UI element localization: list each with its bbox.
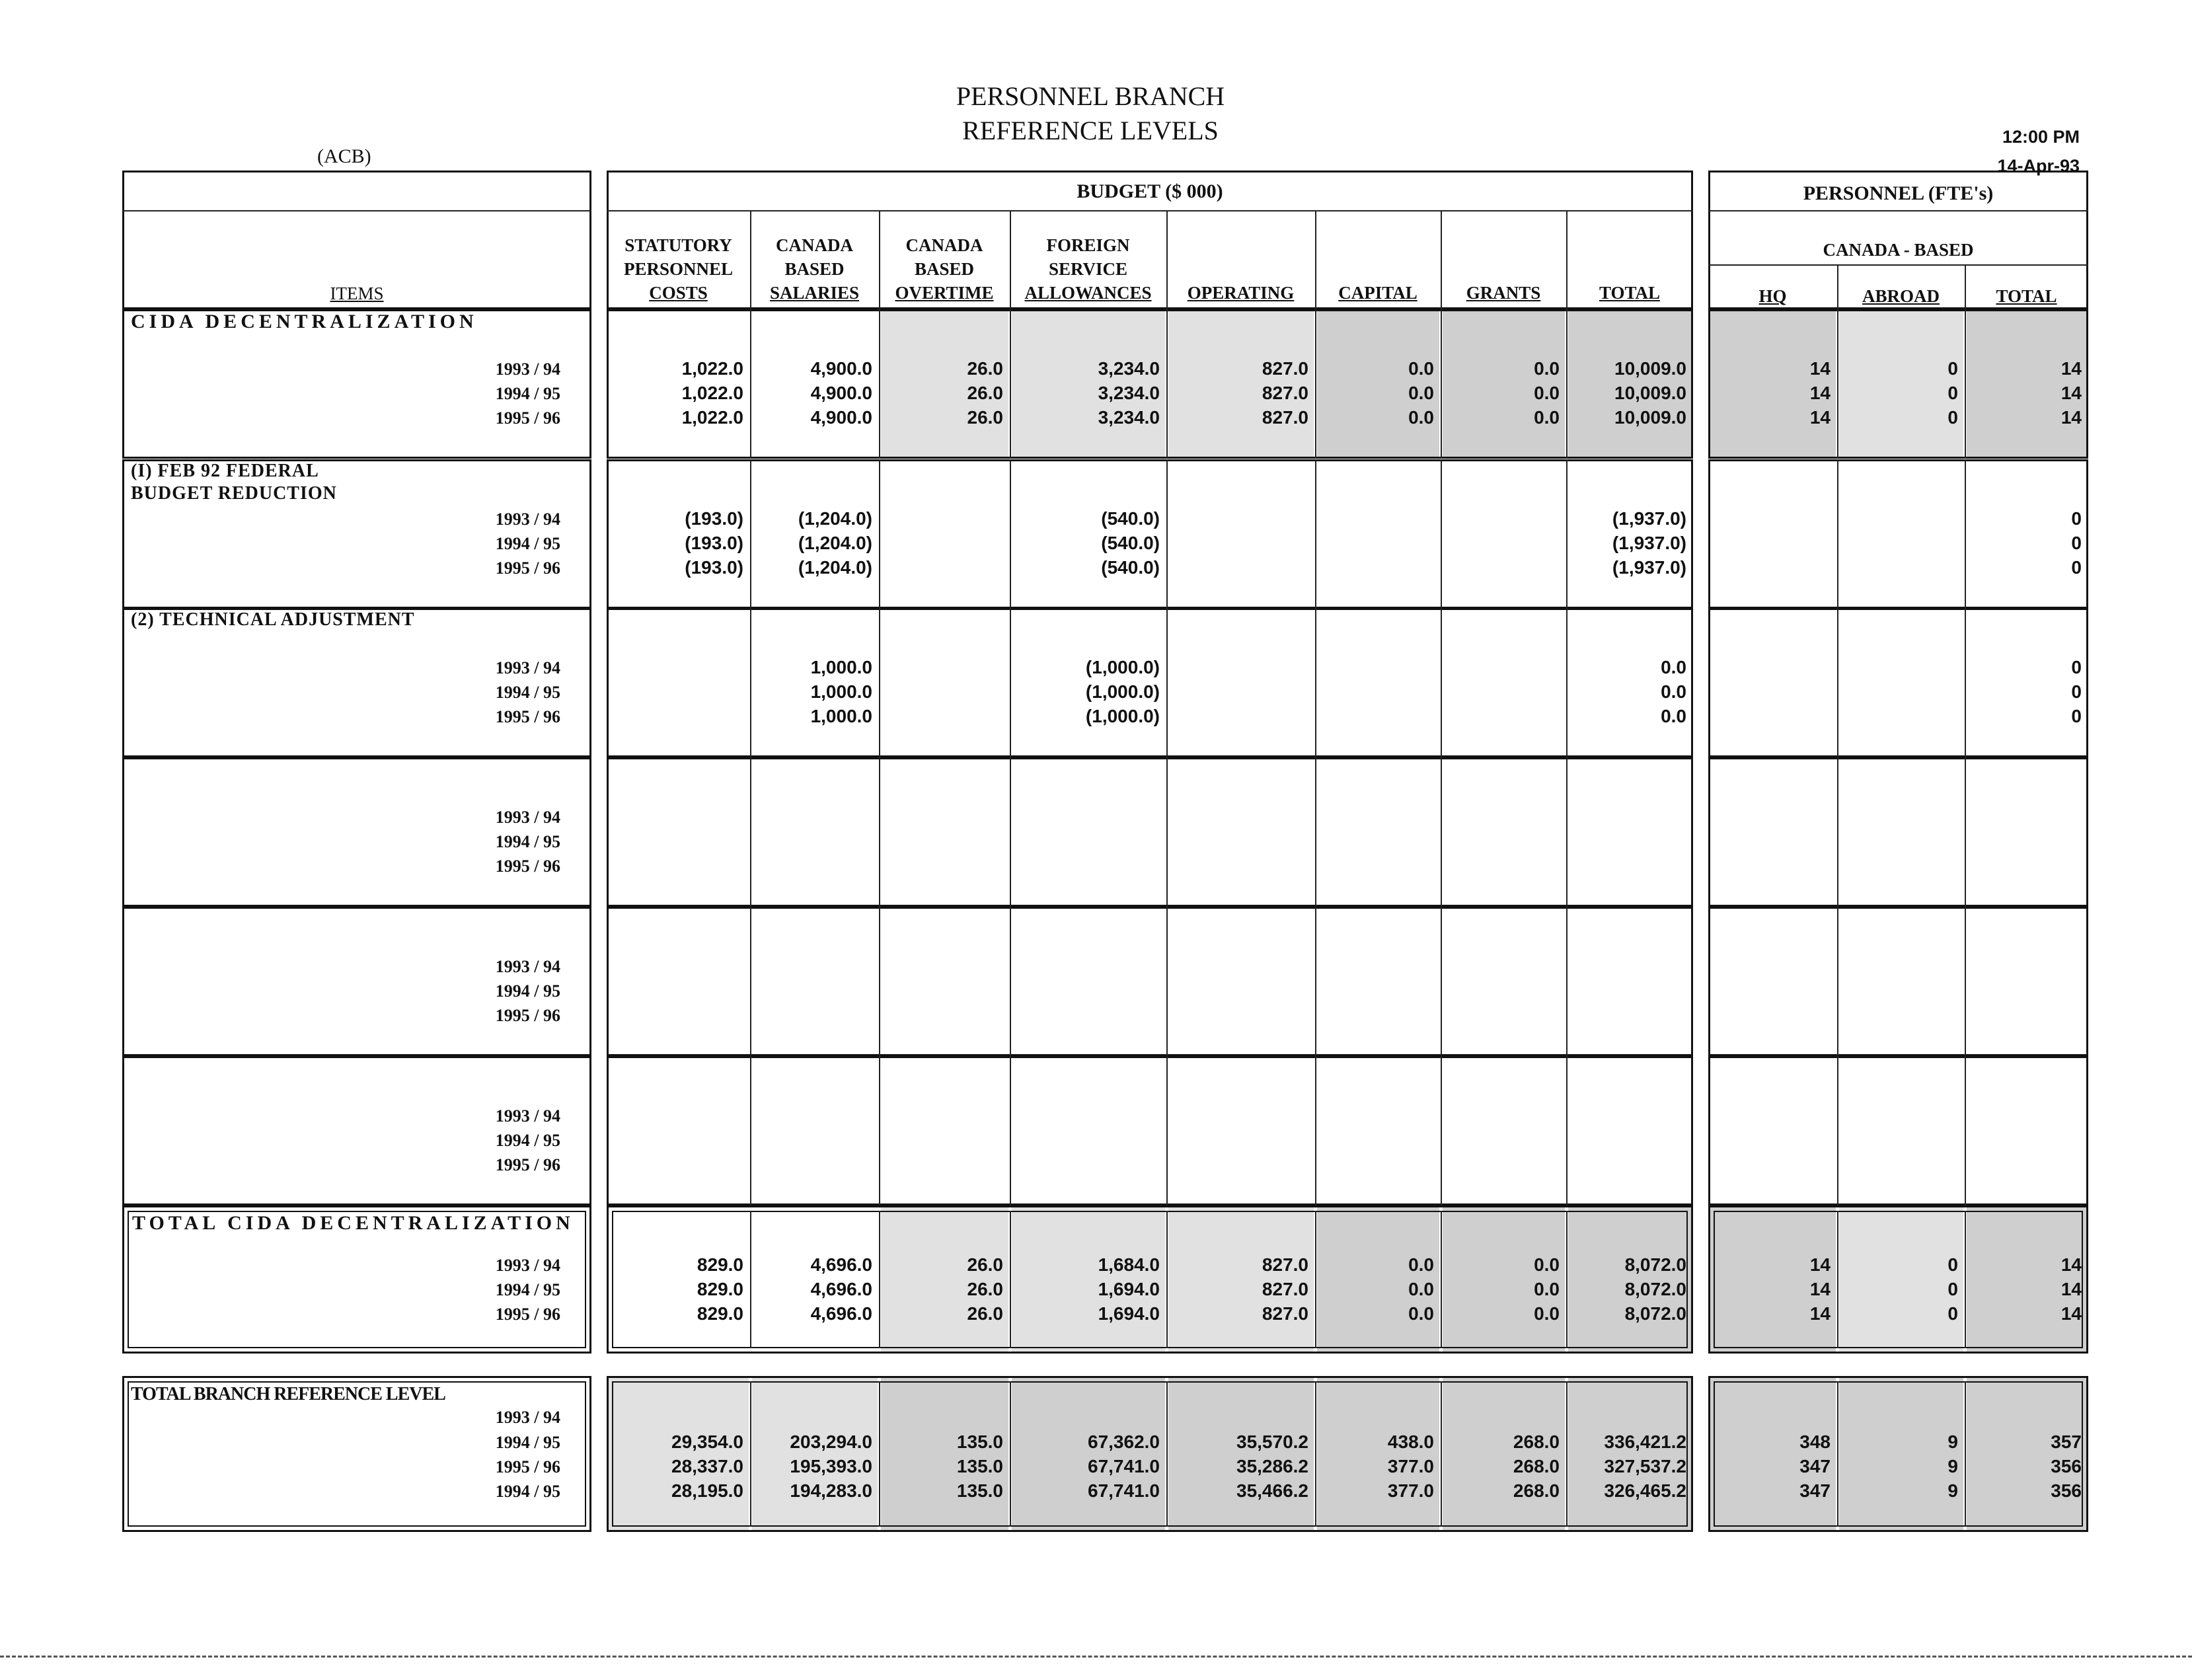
section-5-budget-divider xyxy=(750,1056,751,1205)
budget-col-header-2-l2: BASED xyxy=(914,259,975,279)
section-5-budget-divider xyxy=(1010,1056,1011,1205)
section-3-personnel-frame xyxy=(1708,757,2088,907)
personnel-col-header-2: TOTAL xyxy=(1996,286,2057,306)
total-branch-budget-value: 135.0 xyxy=(956,1456,1003,1476)
section-0-budget-value: 10,009.0 xyxy=(1614,407,1686,428)
section-5-personnel-frame xyxy=(1708,1056,2088,1205)
total-cida-budget-value: 827.0 xyxy=(1262,1279,1308,1299)
section-0-fte-value: 14 xyxy=(2060,407,2082,428)
section-5-personnel-divider xyxy=(1965,1056,1966,1205)
total-branch-budget-value: 268.0 xyxy=(1513,1480,1560,1501)
budget-col-header-0-l2: PERSONNEL xyxy=(623,259,734,279)
total-cida-budget-value: 0.0 xyxy=(1534,1303,1560,1324)
total-branch-budget-value: 195,393.0 xyxy=(790,1456,872,1476)
total-cida-year-label: 1995 / 96 xyxy=(495,1305,560,1324)
total-branch-budget-value: 135.0 xyxy=(956,1480,1003,1501)
section-3-budget-divider xyxy=(879,757,880,907)
title-line-1: PERSONNEL BRANCH xyxy=(956,81,1225,111)
section-0-fte-value: 0 xyxy=(1947,407,1958,428)
total-branch-budget-divider xyxy=(1166,1381,1168,1527)
header-budget-divider xyxy=(1315,210,1316,309)
section-3-year-label: 1993 / 94 xyxy=(495,808,560,827)
total-branch-fte-value: 347 xyxy=(1799,1456,1831,1476)
total-branch-budget-value: 268.0 xyxy=(1513,1456,1560,1476)
section-4-budget-divider xyxy=(1566,907,1568,1056)
total-cida-budget-value: 4,696.0 xyxy=(810,1303,872,1324)
section-4-budget-divider xyxy=(1010,907,1011,1056)
personnel-header-rule xyxy=(1708,210,2088,211)
total-branch-fte-value: 356 xyxy=(2051,1480,2082,1501)
budget-col-header-2-l3: OVERTIME xyxy=(895,283,994,303)
total-branch-budget-divider xyxy=(1315,1381,1316,1527)
section-0-year-label: 1995 / 96 xyxy=(495,408,560,428)
section-5-budget-divider xyxy=(879,1056,880,1205)
section-0-budget-value: 0.0 xyxy=(1408,383,1434,403)
header-budget-divider xyxy=(1566,210,1568,309)
section-0-fte-value: 14 xyxy=(2060,358,2082,379)
total-branch-budget-divider xyxy=(1566,1381,1568,1527)
section-0-fte-value: 14 xyxy=(1809,358,1831,379)
section-5-year-label: 1993 / 94 xyxy=(495,1106,560,1126)
section-4-budget-frame xyxy=(607,907,1693,1056)
total-cida-fte-value: 14 xyxy=(1809,1303,1831,1324)
section-1-budget-divider xyxy=(1441,459,1442,609)
total-cida-budget-value: 8,072.0 xyxy=(1624,1279,1686,1299)
total-branch-budget-value: 67,362.0 xyxy=(1088,1432,1160,1452)
section-3-year-label: 1994 / 95 xyxy=(495,832,560,851)
section-2-personnel-divider xyxy=(1837,608,1838,757)
total-cida-fte-value: 14 xyxy=(2060,1254,2082,1275)
total-branch-budget-value: 377.0 xyxy=(1387,1480,1434,1501)
section-1-label-line2: BUDGET REDUCTION xyxy=(131,483,337,504)
total-branch-budget-value: 268.0 xyxy=(1513,1432,1560,1452)
total-branch-budget-value: 67,741.0 xyxy=(1088,1480,1160,1501)
section-2-budget-value: 1,000.0 xyxy=(810,657,872,677)
section-1-budget-value: (540.0) xyxy=(1101,533,1160,553)
section-5-budget-divider xyxy=(1566,1056,1568,1205)
personnel-group-header: PERSONNEL (FTE's) xyxy=(1803,182,1994,204)
report-time: 12:00 PM xyxy=(2002,127,2080,147)
section-5-year-label: 1995 / 96 xyxy=(495,1155,560,1174)
section-0-budget-value: 3,234.0 xyxy=(1098,383,1160,403)
total-cida-budget-value: 827.0 xyxy=(1262,1303,1308,1324)
section-0-fte-value: 0 xyxy=(1947,383,1958,403)
section-1-budget-value: (1,204.0) xyxy=(798,557,872,578)
scan-edge-divider xyxy=(0,1656,2192,1664)
section-0-budget-value: 0.0 xyxy=(1534,383,1560,403)
canada-based-rule xyxy=(1708,264,2088,266)
total-branch-budget-divider xyxy=(1010,1381,1011,1527)
total-cida-year-label: 1993 / 94 xyxy=(495,1256,560,1275)
budget-col-header-0-l1: STATUTORY xyxy=(624,235,732,255)
budget-col-header-7-l3: TOTAL xyxy=(1599,283,1661,303)
total-cida-budget-value: 8,072.0 xyxy=(1624,1303,1686,1324)
section-0-budget-value: 1,022.0 xyxy=(681,407,743,428)
section-3-budget-divider xyxy=(1566,757,1568,907)
total-cida-budget-value: 0.0 xyxy=(1534,1254,1560,1275)
section-0-budget-value: 0.0 xyxy=(1534,407,1560,428)
org-code: (ACB) xyxy=(317,145,371,167)
section-0-budget-value: 4,900.0 xyxy=(810,358,872,379)
section-1-year-label: 1993 / 94 xyxy=(495,510,560,529)
budget-col-header-2-l1: CANADA xyxy=(905,235,983,255)
total-branch-budget-value: 438.0 xyxy=(1387,1432,1434,1452)
budget-group-header: BUDGET ($ 000) xyxy=(1077,180,1223,202)
total-cida-budget-value: 829.0 xyxy=(697,1303,743,1324)
section-5-year-label: 1994 / 95 xyxy=(495,1131,560,1150)
section-3-budget-divider xyxy=(1441,757,1442,907)
total-branch-budget-value: 194,283.0 xyxy=(790,1480,872,1501)
section-4-personnel-frame xyxy=(1708,907,2088,1056)
budget-col-header-5-l3: CAPITAL xyxy=(1338,283,1417,303)
section-0-budget-value: 1,022.0 xyxy=(681,383,743,403)
section-2-budget-value: 0.0 xyxy=(1661,706,1686,726)
section-1-personnel-divider xyxy=(1837,459,1838,609)
total-cida-budget-value: 4,696.0 xyxy=(810,1279,872,1299)
total-branch-budget-value: 336,421.2 xyxy=(1604,1432,1686,1452)
budget-col-header-3-l1: FOREIGN xyxy=(1046,235,1130,255)
section-4-budget-divider xyxy=(879,907,880,1056)
total-cida-budget-value: 0.0 xyxy=(1408,1303,1434,1324)
total-cida-fte-value: 14 xyxy=(2060,1303,2082,1324)
section-5-personnel-divider xyxy=(1837,1056,1838,1205)
budget-header-rule xyxy=(607,210,1693,211)
total-branch-budget-value: 35,466.2 xyxy=(1236,1480,1308,1501)
total-branch-budget-divider xyxy=(750,1381,751,1527)
total-cida-budget-value: 26.0 xyxy=(967,1303,1003,1324)
section-0-budget-value: 0.0 xyxy=(1408,358,1434,379)
section-2-year-label: 1994 / 95 xyxy=(495,683,560,702)
section-2-budget-divider xyxy=(1166,608,1168,757)
section-1-budget-value: (193.0) xyxy=(685,508,743,529)
section-1-budget-value: (1,937.0) xyxy=(1612,508,1686,529)
total-cida-budget-value: 26.0 xyxy=(967,1254,1003,1275)
total-branch-budget-value: 377.0 xyxy=(1387,1456,1434,1476)
header-budget-divider xyxy=(879,210,880,309)
total-branch-budget-value: 326,465.2 xyxy=(1604,1480,1686,1501)
section-2-budget-divider xyxy=(1315,608,1316,757)
section-2-year-label: 1995 / 96 xyxy=(495,707,560,726)
total-branch-year-label: 1995 / 96 xyxy=(495,1457,560,1476)
section-0-budget-value: 0.0 xyxy=(1534,358,1560,379)
section-3-personnel-divider xyxy=(1965,757,1966,907)
section-1-fte-value: 0 xyxy=(2071,557,2082,578)
section-5-budget-divider xyxy=(1166,1056,1168,1205)
total-branch-personnel-frame xyxy=(1708,1376,2088,1532)
report-title xyxy=(826,79,1355,148)
section-2-budget-value: (1,000.0) xyxy=(1085,706,1160,726)
section-1-budget-value: (1,204.0) xyxy=(798,508,872,529)
total-cida-budget-value: 26.0 xyxy=(967,1279,1003,1299)
section-3-personnel-divider xyxy=(1837,757,1838,907)
total-branch-budget-value: 28,337.0 xyxy=(671,1456,743,1476)
total-branch-first-year: 1993 / 94 xyxy=(495,1408,560,1427)
section-0-fte-value: 14 xyxy=(1809,407,1831,428)
section-3-budget-divider xyxy=(1010,757,1011,907)
section-3-budget-frame xyxy=(607,757,1693,907)
canada-based-header: CANADA - BASED xyxy=(1823,240,1974,260)
section-1-budget-divider xyxy=(1315,459,1316,609)
section-0-budget-value: 3,234.0 xyxy=(1098,407,1160,428)
section-2-budget-value: (1,000.0) xyxy=(1085,657,1160,677)
section-0-label: CIDA DECENTRALIZATION xyxy=(131,311,478,332)
section-4-budget-divider xyxy=(1166,907,1168,1056)
section-0-budget-value: 10,009.0 xyxy=(1614,383,1686,403)
section-2-budget-divider xyxy=(1441,608,1442,757)
section-1-year-label: 1995 / 96 xyxy=(495,558,560,578)
section-1-fte-value: 0 xyxy=(2071,533,2082,553)
section-0-year-label: 1994 / 95 xyxy=(495,384,560,403)
section-2-fte-value: 0 xyxy=(2071,706,2082,726)
section-0-fte-value: 0 xyxy=(1947,358,1958,379)
total-branch-budget-value: 67,741.0 xyxy=(1088,1456,1160,1476)
section-4-budget-divider xyxy=(1315,907,1316,1056)
total-branch-fte-value: 9 xyxy=(1947,1432,1958,1452)
total-cida-label: TOTAL CIDA DECENTRALIZATION xyxy=(132,1212,574,1234)
total-branch-budget-value: 35,286.2 xyxy=(1236,1456,1308,1476)
total-branch-year-label: 1994 / 95 xyxy=(495,1433,560,1452)
section-1-budget-divider xyxy=(879,459,880,609)
section-0-budget-value: 4,900.0 xyxy=(810,407,872,428)
section-0-fte-value: 14 xyxy=(2060,383,2082,403)
total-branch-budget-divider xyxy=(879,1381,880,1527)
total-cida-budget-value: 8,072.0 xyxy=(1624,1254,1686,1275)
budget-col-header-0-l3: COSTS xyxy=(649,283,708,303)
section-2-budget-value: 1,000.0 xyxy=(810,681,872,702)
section-1-budget-divider xyxy=(1166,459,1168,609)
total-cida-fte-value: 0 xyxy=(1947,1254,1958,1275)
section-4-budget-divider xyxy=(750,907,751,1056)
section-3-year-label: 1995 / 96 xyxy=(495,857,560,876)
total-cida-budget-value: 1,694.0 xyxy=(1098,1303,1160,1324)
personnel-col-header-1: ABROAD xyxy=(1862,286,1940,306)
total-branch-budget-value: 203,294.0 xyxy=(790,1432,872,1452)
total-cida-fte-value: 14 xyxy=(1809,1279,1831,1299)
header-budget-divider xyxy=(1441,210,1442,309)
total-cida-budget-value: 4,696.0 xyxy=(810,1254,872,1275)
section-1-budget-value: (1,937.0) xyxy=(1612,557,1686,578)
section-0-budget-value: 827.0 xyxy=(1262,358,1308,379)
total-cida-budget-value: 1,684.0 xyxy=(1098,1254,1160,1275)
total-branch-budget-value: 28,195.0 xyxy=(671,1480,743,1501)
header-budget-divider xyxy=(750,210,751,309)
total-branch-budget-value: 135.0 xyxy=(956,1432,1003,1452)
section-3-budget-divider xyxy=(750,757,751,907)
section-0-budget-value: 26.0 xyxy=(967,407,1003,428)
total-cida-budget-value: 0.0 xyxy=(1408,1279,1434,1299)
budget-col-header-3-l2: SERVICE xyxy=(1048,259,1128,279)
budget-col-header-6-l3: GRANTS xyxy=(1466,283,1541,303)
personnel-col-header-0: HQ xyxy=(1758,286,1787,306)
section-2-budget-value: 0.0 xyxy=(1661,681,1686,702)
section-4-year-label: 1994 / 95 xyxy=(495,981,560,1001)
total-branch-fte-value: 348 xyxy=(1799,1432,1831,1452)
section-4-year-label: 1993 / 94 xyxy=(495,957,560,976)
section-2-budget-value: 0.0 xyxy=(1661,657,1686,677)
section-1-budget-value: (540.0) xyxy=(1101,557,1160,578)
section-0-budget-value: 3,234.0 xyxy=(1098,358,1160,379)
section-5-budget-divider xyxy=(1441,1056,1442,1205)
budget-col-header-3-l3: ALLOWANCES xyxy=(1024,283,1152,303)
section-0-budget-value: 10,009.0 xyxy=(1614,358,1686,379)
total-cida-budget-value: 829.0 xyxy=(697,1279,743,1299)
section-2-budget-value: (1,000.0) xyxy=(1085,681,1160,702)
section-5-budget-divider xyxy=(1315,1056,1316,1205)
header-personnel-divider xyxy=(1837,264,1838,309)
section-0-budget-value: 827.0 xyxy=(1262,383,1308,403)
items-header-rule xyxy=(122,210,591,211)
section-3-budget-divider xyxy=(1166,757,1168,907)
total-branch-budget-divider xyxy=(1441,1381,1442,1527)
total-branch-budget-value: 29,354.0 xyxy=(671,1432,743,1452)
total-branch-fte-value: 357 xyxy=(2051,1432,2082,1452)
total-cida-budget-value: 0.0 xyxy=(1534,1279,1560,1299)
section-1-budget-value: (1,937.0) xyxy=(1612,533,1686,553)
section-4-personnel-divider xyxy=(1837,907,1838,1056)
section-2-year-label: 1993 / 94 xyxy=(495,658,560,677)
section-1-budget-value: (193.0) xyxy=(685,533,743,553)
section-2-label: (2) TECHNICAL ADJUSTMENT xyxy=(131,609,415,630)
total-cida-year-label: 1994 / 95 xyxy=(495,1280,560,1299)
total-branch-label: TOTAL BRANCH REFERENCE LEVEL xyxy=(131,1384,445,1404)
total-cida-budget-value: 829.0 xyxy=(697,1254,743,1275)
total-cida-fte-value: 0 xyxy=(1947,1279,1958,1299)
total-branch-year-label: 1994 / 95 xyxy=(495,1482,560,1501)
section-0-budget-value: 0.0 xyxy=(1408,407,1434,428)
section-1-label: (I) FEB 92 FEDERAL xyxy=(131,461,319,481)
total-branch-budget-value: 35,570.2 xyxy=(1236,1432,1308,1452)
header-budget-divider xyxy=(1010,210,1011,309)
section-0-budget-value: 26.0 xyxy=(967,383,1003,403)
budget-col-header-1-l3: SALARIES xyxy=(769,283,860,303)
section-2-budget-value: 1,000.0 xyxy=(810,706,872,726)
total-branch-fte-value: 9 xyxy=(1947,1456,1958,1476)
total-cida-fte-value: 14 xyxy=(2060,1279,2082,1299)
section-4-personnel-divider xyxy=(1965,907,1966,1056)
total-branch-fte-value: 9 xyxy=(1947,1480,1958,1501)
total-branch-budget-value: 327,537.2 xyxy=(1604,1456,1686,1476)
total-branch-budget-frame xyxy=(607,1376,1693,1532)
total-branch-fte-value: 356 xyxy=(2051,1456,2082,1476)
title-line-2: REFERENCE LEVELS xyxy=(962,116,1219,145)
section-1-year-label: 1994 / 95 xyxy=(495,534,560,553)
total-branch-personnel-divider xyxy=(1965,1381,1966,1527)
section-0-budget-value: 1,022.0 xyxy=(681,358,743,379)
budget-col-header-1-l2: BASED xyxy=(784,259,845,279)
section-0-fte-value: 14 xyxy=(1809,383,1831,403)
total-branch-fte-value: 347 xyxy=(1799,1480,1831,1501)
budget-col-header-1-l1: CANADA xyxy=(776,235,853,255)
header-budget-divider xyxy=(1166,210,1168,309)
total-cida-budget-value: 827.0 xyxy=(1262,1254,1308,1275)
total-cida-budget-value: 0.0 xyxy=(1408,1254,1434,1275)
section-4-budget-divider xyxy=(1441,907,1442,1056)
total-cida-fte-value: 0 xyxy=(1947,1303,1958,1324)
section-1-budget-value: (1,204.0) xyxy=(798,533,872,553)
section-0-budget-value: 26.0 xyxy=(967,358,1003,379)
section-5-budget-frame xyxy=(607,1056,1693,1205)
section-3-budget-divider xyxy=(1315,757,1316,907)
total-branch-personnel-divider xyxy=(1837,1381,1838,1527)
section-2-fte-value: 0 xyxy=(2071,657,2082,677)
total-cida-fte-value: 14 xyxy=(1809,1254,1831,1275)
section-0-budget-value: 827.0 xyxy=(1262,407,1308,428)
section-2-budget-divider xyxy=(879,608,880,757)
report-date: 14-Apr-93 xyxy=(1997,156,2080,176)
budget-col-header-4-l3: OPERATING xyxy=(1187,283,1295,303)
section-1-budget-value: (193.0) xyxy=(685,557,743,578)
section-0-budget-value: 4,900.0 xyxy=(810,383,872,403)
items-column-header: ITEMS xyxy=(330,284,384,303)
header-personnel-divider xyxy=(1965,264,1966,309)
total-cida-budget-value: 1,694.0 xyxy=(1098,1279,1160,1299)
section-2-fte-value: 0 xyxy=(2071,681,2082,702)
section-1-fte-value: 0 xyxy=(2071,508,2082,529)
section-1-budget-value: (540.0) xyxy=(1101,508,1160,529)
section-0-year-label: 1993 / 94 xyxy=(495,360,560,379)
section-4-year-label: 1995 / 96 xyxy=(495,1006,560,1025)
